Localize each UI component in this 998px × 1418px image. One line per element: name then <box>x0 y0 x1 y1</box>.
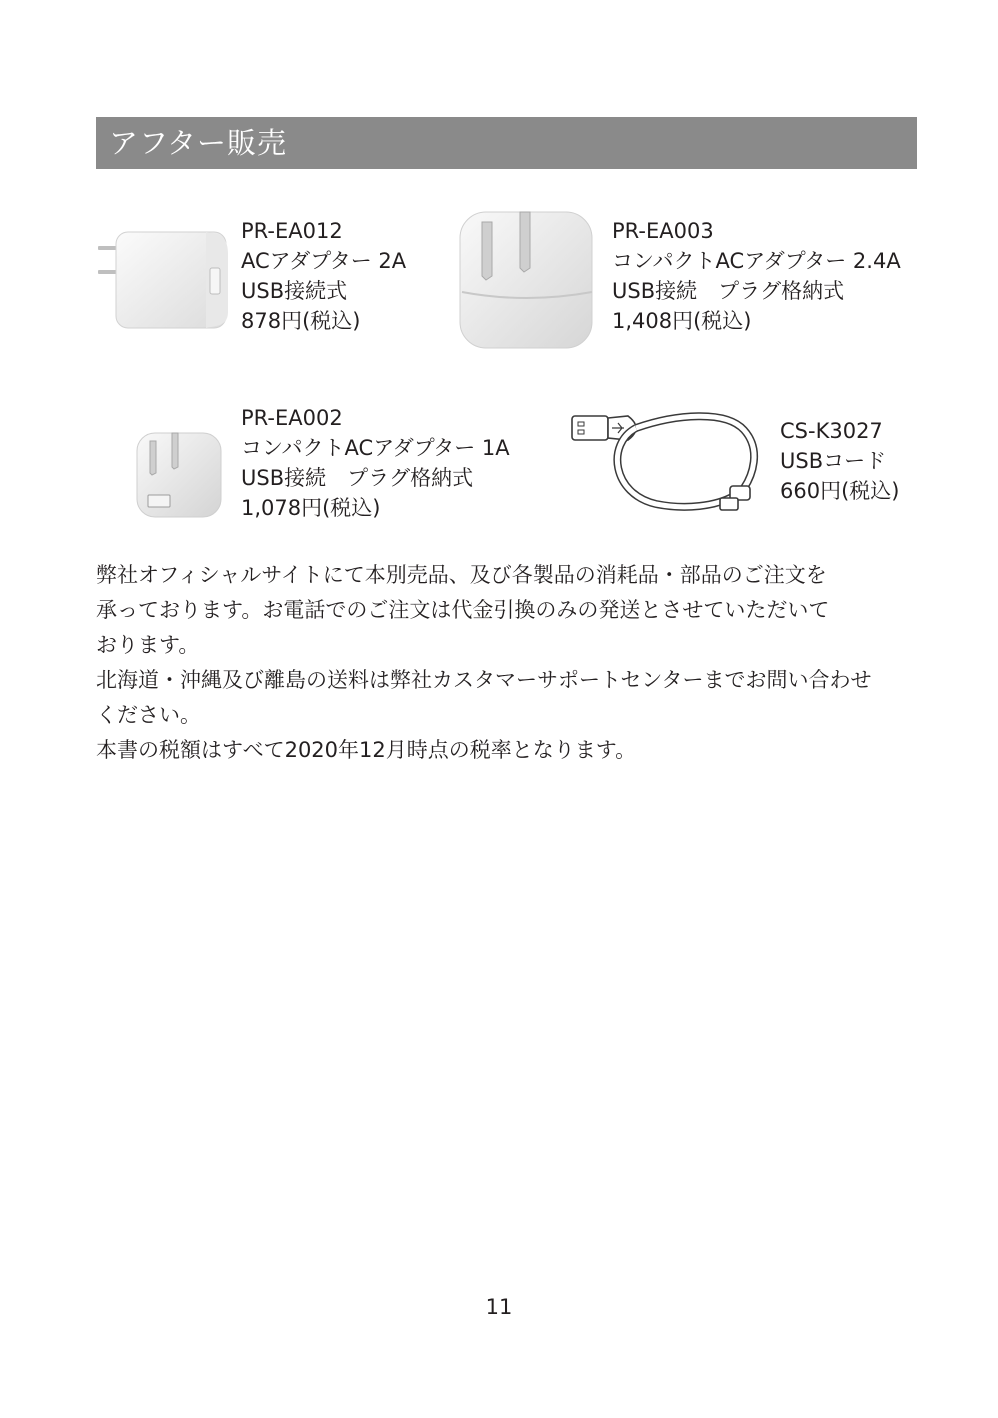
section-title: アフター販売 <box>109 126 287 160</box>
product-spec: USB接続 プラグ格納式 <box>241 466 474 490</box>
compact-ac-adapter-1a-icon <box>134 427 224 519</box>
page-number: 11 <box>485 1295 513 1319</box>
product-spec: USB接続 プラグ格納式 <box>612 279 845 303</box>
section-header-bar <box>96 117 917 169</box>
compact-ac-adapter-24a-icon <box>456 206 598 350</box>
note-line: 北海道・沖縄及び離島の送料は弊社カスタマーサポートセンターまでお問い合わせ <box>96 668 872 692</box>
usb-cable-icon <box>566 404 772 520</box>
note-line: 承っております。お電話でのご注文は代金引換のみの発送とさせていただいて <box>96 598 830 622</box>
note-line: ください。 <box>96 703 201 727</box>
product-model: PR-EA003 <box>612 219 714 243</box>
note-line: 本書の税額はすべて2020年12月時点の税率となります。 <box>96 738 637 762</box>
note-line: 弊社オフィシャルサイトにて本別売品、及び各製品の消耗品・部品のご注文を <box>96 563 827 587</box>
product-price: 1,408円(税込) <box>612 309 752 333</box>
product-price: 660円(税込) <box>780 479 900 503</box>
product-name: ACアダプター 2A <box>241 249 407 273</box>
ac-adapter-2a-icon <box>96 224 232 332</box>
product-name: USBコード <box>780 449 887 473</box>
notes-paragraph <box>96 558 926 768</box>
product-model: PR-EA002 <box>241 406 343 430</box>
product-price: 1,078円(税込) <box>241 496 381 520</box>
product-name: コンパクトACアダプター 2.4A <box>612 249 901 273</box>
note-line: おります。 <box>96 633 200 657</box>
product-price: 878円(税込) <box>241 309 361 333</box>
product-name: コンパクトACアダプター 1A <box>241 436 510 460</box>
product-spec: USB接続式 <box>241 279 348 303</box>
product-model: PR-EA012 <box>241 219 343 243</box>
product-model: CS-K3027 <box>780 419 883 443</box>
